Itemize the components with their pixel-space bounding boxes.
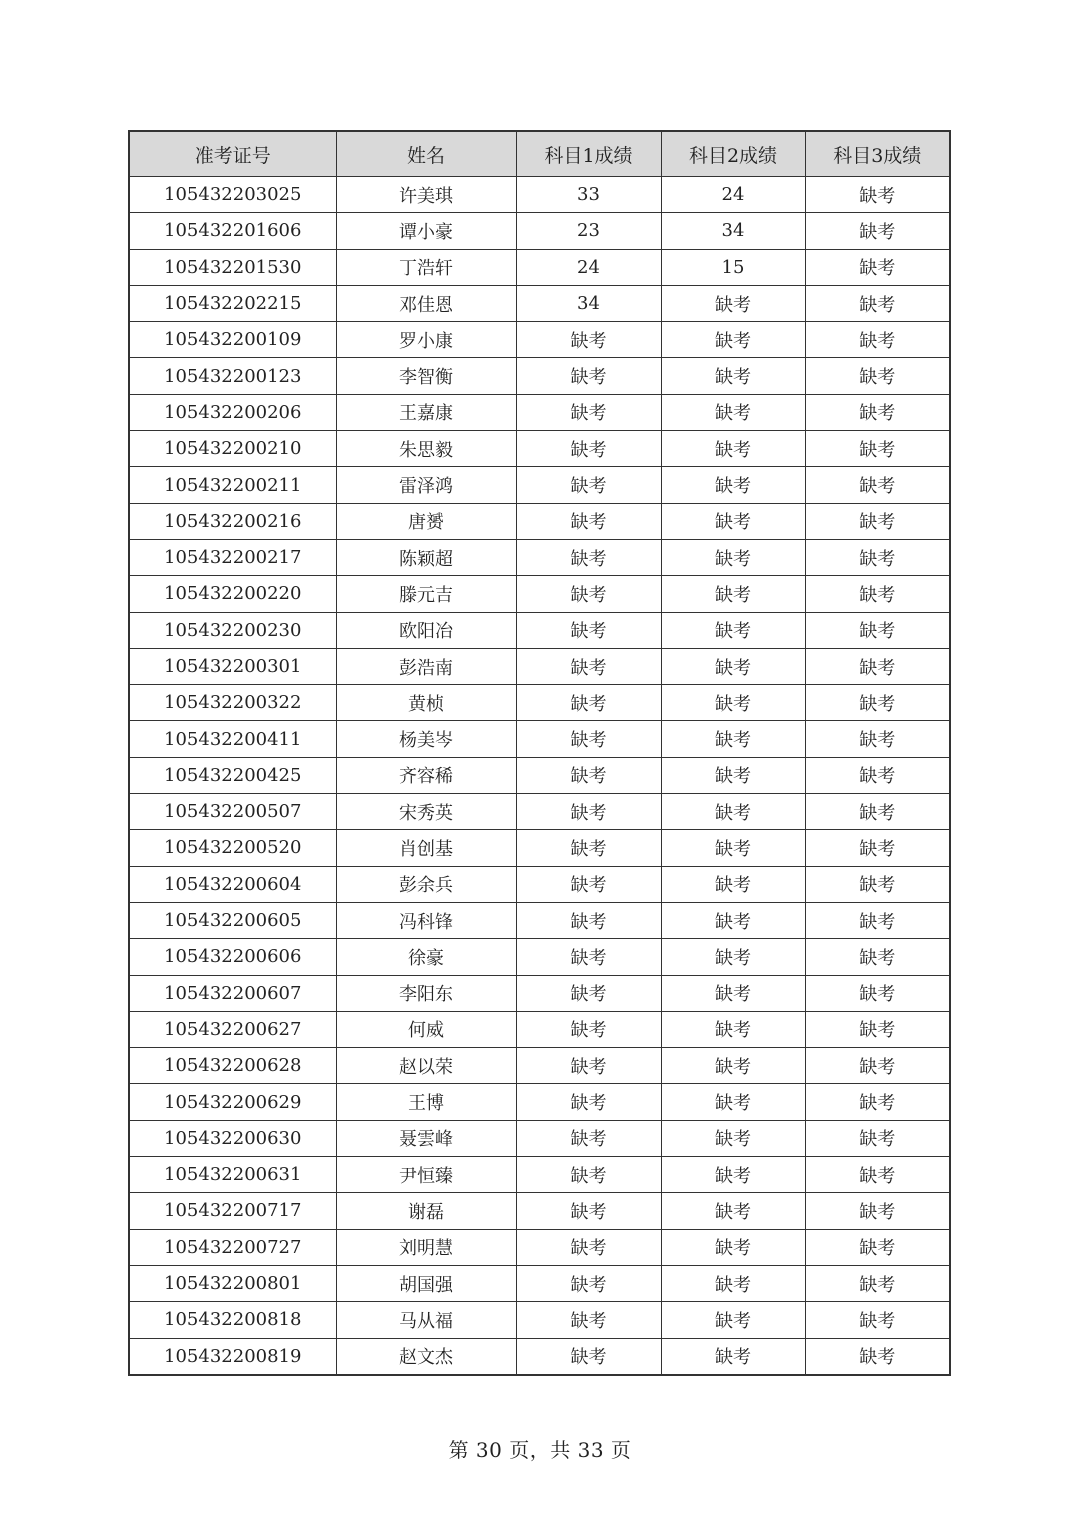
name-cell: 唐赟 xyxy=(336,503,516,539)
name-cell: 谭小豪 xyxy=(336,213,516,249)
table-row xyxy=(129,1229,950,1265)
exam-id-cell: 105432200206 xyxy=(129,394,336,430)
subject-3-score-cell: 缺考 xyxy=(805,431,950,467)
exam-id-cell: 105432200605 xyxy=(129,902,336,938)
subject-2-score-cell: 缺考 xyxy=(661,1338,805,1375)
subject-3-score-cell: 缺考 xyxy=(805,685,950,721)
subject-1-score-cell: 34 xyxy=(516,285,661,321)
subject-3-score-cell: 缺考 xyxy=(805,1338,950,1375)
table-row xyxy=(129,721,950,757)
subject-1-score-cell: 缺考 xyxy=(516,1302,661,1338)
exam-id-cell: 105432200322 xyxy=(129,685,336,721)
subject-3-score-cell: 缺考 xyxy=(805,1229,950,1265)
exam-id-cell: 105432200630 xyxy=(129,1120,336,1156)
exam-id-cell: 105432200627 xyxy=(129,1011,336,1047)
subject-3-score-cell: 缺考 xyxy=(805,866,950,902)
exam-id-cell: 105432200211 xyxy=(129,467,336,503)
subject-3-score-cell: 缺考 xyxy=(805,721,950,757)
subject-1-score-cell: 缺考 xyxy=(516,902,661,938)
subject-3-score-cell: 缺考 xyxy=(805,1048,950,1084)
name-cell: 胡国强 xyxy=(336,1265,516,1301)
table-row xyxy=(129,685,950,721)
subject-3-score-cell: 缺考 xyxy=(805,757,950,793)
subject-2-score-cell: 缺考 xyxy=(661,467,805,503)
subject-3-score-cell: 缺考 xyxy=(805,322,950,358)
subject-2-score-cell: 缺考 xyxy=(661,285,805,321)
subject-3-score-cell: 缺考 xyxy=(805,648,950,684)
subject-1-score-cell: 缺考 xyxy=(516,1011,661,1047)
table-row xyxy=(129,1048,950,1084)
subject-1-score-cell: 缺考 xyxy=(516,1193,661,1229)
subject-1-score-cell: 缺考 xyxy=(516,576,661,612)
subject-2-score-cell: 缺考 xyxy=(661,358,805,394)
table-row xyxy=(129,830,950,866)
name-cell: 黄桢 xyxy=(336,685,516,721)
subject-1-score-cell: 缺考 xyxy=(516,757,661,793)
exam-id-cell: 105432200604 xyxy=(129,866,336,902)
name-cell: 肖创基 xyxy=(336,830,516,866)
subject-2-score-cell: 缺考 xyxy=(661,322,805,358)
subject-2-score-cell: 缺考 xyxy=(661,1193,805,1229)
exam-id-cell: 105432203025 xyxy=(129,177,336,213)
name-cell: 许美琪 xyxy=(336,177,516,213)
table-row xyxy=(129,322,950,358)
subject-2-score-cell: 缺考 xyxy=(661,685,805,721)
name-cell: 何威 xyxy=(336,1011,516,1047)
subject-2-score-cell: 缺考 xyxy=(661,1157,805,1193)
subject-1-score-cell: 缺考 xyxy=(516,1229,661,1265)
exam-id-cell: 105432200411 xyxy=(129,721,336,757)
subject-1-score-cell: 33 xyxy=(516,177,661,213)
subject-1-score-cell: 缺考 xyxy=(516,1265,661,1301)
subject-2-score-cell: 缺考 xyxy=(661,1120,805,1156)
subject-1-score-cell: 缺考 xyxy=(516,975,661,1011)
name-cell: 谢磊 xyxy=(336,1193,516,1229)
table-row xyxy=(129,1338,950,1375)
table-row xyxy=(129,576,950,612)
exam-id-cell: 105432201606 xyxy=(129,213,336,249)
subject-3-score-cell: 缺考 xyxy=(805,1157,950,1193)
subject-3-score-cell: 缺考 xyxy=(805,1084,950,1120)
subject-2-score-cell: 缺考 xyxy=(661,721,805,757)
name-cell: 李阳东 xyxy=(336,975,516,1011)
subject-1-score-cell: 缺考 xyxy=(516,503,661,539)
table-row xyxy=(129,467,950,503)
subject-2-score-cell: 缺考 xyxy=(661,612,805,648)
header-subject-1-score: 科目1成绩 xyxy=(516,131,661,177)
name-cell: 彭浩南 xyxy=(336,648,516,684)
subject-3-score-cell: 缺考 xyxy=(805,1193,950,1229)
subject-2-score-cell: 缺考 xyxy=(661,939,805,975)
header-name: 姓名 xyxy=(336,131,516,177)
exam-id-cell: 105432200425 xyxy=(129,757,336,793)
name-cell: 邓佳恩 xyxy=(336,285,516,321)
exam-id-cell: 105432200801 xyxy=(129,1265,336,1301)
table-row xyxy=(129,213,950,249)
subject-1-score-cell: 缺考 xyxy=(516,322,661,358)
exam-id-cell: 105432200727 xyxy=(129,1229,336,1265)
subject-2-score-cell: 24 xyxy=(661,177,805,213)
subject-1-score-cell: 缺考 xyxy=(516,685,661,721)
exam-id-cell: 105432200210 xyxy=(129,431,336,467)
score-table xyxy=(128,130,951,1376)
subject-3-score-cell: 缺考 xyxy=(805,975,950,1011)
subject-3-score-cell: 缺考 xyxy=(805,394,950,430)
subject-3-score-cell: 缺考 xyxy=(805,576,950,612)
exam-id-cell: 105432200520 xyxy=(129,830,336,866)
page-number-footer: 第 30 页，共 33 页 xyxy=(448,1438,632,1462)
subject-2-score-cell: 缺考 xyxy=(661,1302,805,1338)
subject-3-score-cell: 缺考 xyxy=(805,539,950,575)
subject-3-score-cell: 缺考 xyxy=(805,830,950,866)
score-table-header xyxy=(129,131,950,177)
subject-1-score-cell: 24 xyxy=(516,249,661,285)
subject-3-score-cell: 缺考 xyxy=(805,1011,950,1047)
subject-2-score-cell: 缺考 xyxy=(661,975,805,1011)
subject-2-score-cell: 缺考 xyxy=(661,1229,805,1265)
subject-2-score-cell: 缺考 xyxy=(661,902,805,938)
subject-1-score-cell: 缺考 xyxy=(516,539,661,575)
subject-1-score-cell: 缺考 xyxy=(516,866,661,902)
table-row xyxy=(129,249,950,285)
name-cell: 王博 xyxy=(336,1084,516,1120)
subject-2-score-cell: 缺考 xyxy=(661,757,805,793)
table-row xyxy=(129,757,950,793)
subject-2-score-cell: 缺考 xyxy=(661,648,805,684)
table-row xyxy=(129,902,950,938)
name-cell: 马从福 xyxy=(336,1302,516,1338)
table-row xyxy=(129,503,950,539)
subject-2-score-cell: 缺考 xyxy=(661,794,805,830)
subject-2-score-cell: 缺考 xyxy=(661,1011,805,1047)
header-row xyxy=(129,131,950,177)
table-row xyxy=(129,177,950,213)
name-cell: 杨美岑 xyxy=(336,721,516,757)
exam-id-cell: 105432200818 xyxy=(129,1302,336,1338)
subject-3-score-cell: 缺考 xyxy=(805,177,950,213)
subject-1-score-cell: 缺考 xyxy=(516,1338,661,1375)
name-cell: 宋秀英 xyxy=(336,794,516,830)
subject-3-score-cell: 缺考 xyxy=(805,1120,950,1156)
name-cell: 彭余兵 xyxy=(336,866,516,902)
table-row xyxy=(129,394,950,430)
subject-2-score-cell: 缺考 xyxy=(661,830,805,866)
subject-3-score-cell: 缺考 xyxy=(805,358,950,394)
subject-3-score-cell: 缺考 xyxy=(805,794,950,830)
table-row xyxy=(129,539,950,575)
exam-id-cell: 105432200123 xyxy=(129,358,336,394)
table-row xyxy=(129,794,950,830)
exam-id-cell: 105432200628 xyxy=(129,1048,336,1084)
name-cell: 李智衡 xyxy=(336,358,516,394)
table-row xyxy=(129,1157,950,1193)
header-subject-2-score: 科目2成绩 xyxy=(661,131,805,177)
subject-3-score-cell: 缺考 xyxy=(805,1265,950,1301)
exam-id-cell: 105432200220 xyxy=(129,576,336,612)
subject-3-score-cell: 缺考 xyxy=(805,1302,950,1338)
table-row xyxy=(129,358,950,394)
exam-id-cell: 105432200216 xyxy=(129,503,336,539)
subject-3-score-cell: 缺考 xyxy=(805,213,950,249)
name-cell: 冯科锋 xyxy=(336,902,516,938)
exam-id-cell: 105432200301 xyxy=(129,648,336,684)
table-row xyxy=(129,1011,950,1047)
exam-id-cell: 105432202215 xyxy=(129,285,336,321)
name-cell: 王嘉康 xyxy=(336,394,516,430)
subject-2-score-cell: 34 xyxy=(661,213,805,249)
subject-1-score-cell: 缺考 xyxy=(516,939,661,975)
subject-3-score-cell: 缺考 xyxy=(805,939,950,975)
table-row xyxy=(129,939,950,975)
table-row xyxy=(129,431,950,467)
subject-3-score-cell: 缺考 xyxy=(805,285,950,321)
name-cell: 徐豪 xyxy=(336,939,516,975)
subject-2-score-cell: 缺考 xyxy=(661,1265,805,1301)
exam-id-cell: 105432200717 xyxy=(129,1193,336,1229)
subject-1-score-cell: 缺考 xyxy=(516,1157,661,1193)
subject-3-score-cell: 缺考 xyxy=(805,503,950,539)
name-cell: 滕元吉 xyxy=(336,576,516,612)
subject-1-score-cell: 缺考 xyxy=(516,467,661,503)
name-cell: 赵以荣 xyxy=(336,1048,516,1084)
table-row xyxy=(129,285,950,321)
subject-1-score-cell: 缺考 xyxy=(516,830,661,866)
exam-id-cell: 105432200507 xyxy=(129,794,336,830)
header-exam-id: 准考证号 xyxy=(129,131,336,177)
name-cell: 丁浩轩 xyxy=(336,249,516,285)
table-row xyxy=(129,975,950,1011)
name-cell: 尹恒臻 xyxy=(336,1157,516,1193)
subject-2-score-cell: 缺考 xyxy=(661,394,805,430)
subject-1-score-cell: 缺考 xyxy=(516,431,661,467)
exam-id-cell: 105432201530 xyxy=(129,249,336,285)
subject-2-score-cell: 缺考 xyxy=(661,576,805,612)
subject-1-score-cell: 缺考 xyxy=(516,1084,661,1120)
subject-1-score-cell: 23 xyxy=(516,213,661,249)
subject-3-score-cell: 缺考 xyxy=(805,902,950,938)
subject-2-score-cell: 缺考 xyxy=(661,503,805,539)
table-row xyxy=(129,612,950,648)
subject-3-score-cell: 缺考 xyxy=(805,467,950,503)
exam-id-cell: 105432200217 xyxy=(129,539,336,575)
subject-1-score-cell: 缺考 xyxy=(516,1120,661,1156)
exam-id-cell: 105432200629 xyxy=(129,1084,336,1120)
name-cell: 赵文杰 xyxy=(336,1338,516,1375)
exam-id-cell: 105432200606 xyxy=(129,939,336,975)
name-cell: 聂雲峰 xyxy=(336,1120,516,1156)
name-cell: 齐容稀 xyxy=(336,757,516,793)
exam-id-cell: 105432200607 xyxy=(129,975,336,1011)
subject-2-score-cell: 缺考 xyxy=(661,866,805,902)
subject-2-score-cell: 缺考 xyxy=(661,539,805,575)
subject-1-score-cell: 缺考 xyxy=(516,358,661,394)
subject-3-score-cell: 缺考 xyxy=(805,249,950,285)
exam-id-cell: 105432200631 xyxy=(129,1157,336,1193)
table-row xyxy=(129,1265,950,1301)
subject-1-score-cell: 缺考 xyxy=(516,721,661,757)
exam-id-cell: 105432200230 xyxy=(129,612,336,648)
subject-1-score-cell: 缺考 xyxy=(516,648,661,684)
table-row xyxy=(129,1120,950,1156)
subject-1-score-cell: 缺考 xyxy=(516,794,661,830)
subject-2-score-cell: 缺考 xyxy=(661,431,805,467)
name-cell: 刘明慧 xyxy=(336,1229,516,1265)
table-row xyxy=(129,1193,950,1229)
exam-id-cell: 105432200109 xyxy=(129,322,336,358)
name-cell: 欧阳冶 xyxy=(336,612,516,648)
name-cell: 陈颖超 xyxy=(336,539,516,575)
table-row xyxy=(129,1302,950,1338)
subject-2-score-cell: 缺考 xyxy=(661,1084,805,1120)
subject-2-score-cell: 缺考 xyxy=(661,1048,805,1084)
subject-2-score-cell: 15 xyxy=(661,249,805,285)
subject-1-score-cell: 缺考 xyxy=(516,1048,661,1084)
subject-1-score-cell: 缺考 xyxy=(516,612,661,648)
table-row xyxy=(129,1084,950,1120)
name-cell: 雷泽鸿 xyxy=(336,467,516,503)
table-row xyxy=(129,648,950,684)
exam-id-cell: 105432200819 xyxy=(129,1338,336,1375)
header-subject-3-score: 科目3成绩 xyxy=(805,131,950,177)
subject-3-score-cell: 缺考 xyxy=(805,612,950,648)
subject-1-score-cell: 缺考 xyxy=(516,394,661,430)
name-cell: 朱思毅 xyxy=(336,431,516,467)
name-cell: 罗小康 xyxy=(336,322,516,358)
score-table-body xyxy=(129,177,950,1375)
table-row xyxy=(129,866,950,902)
